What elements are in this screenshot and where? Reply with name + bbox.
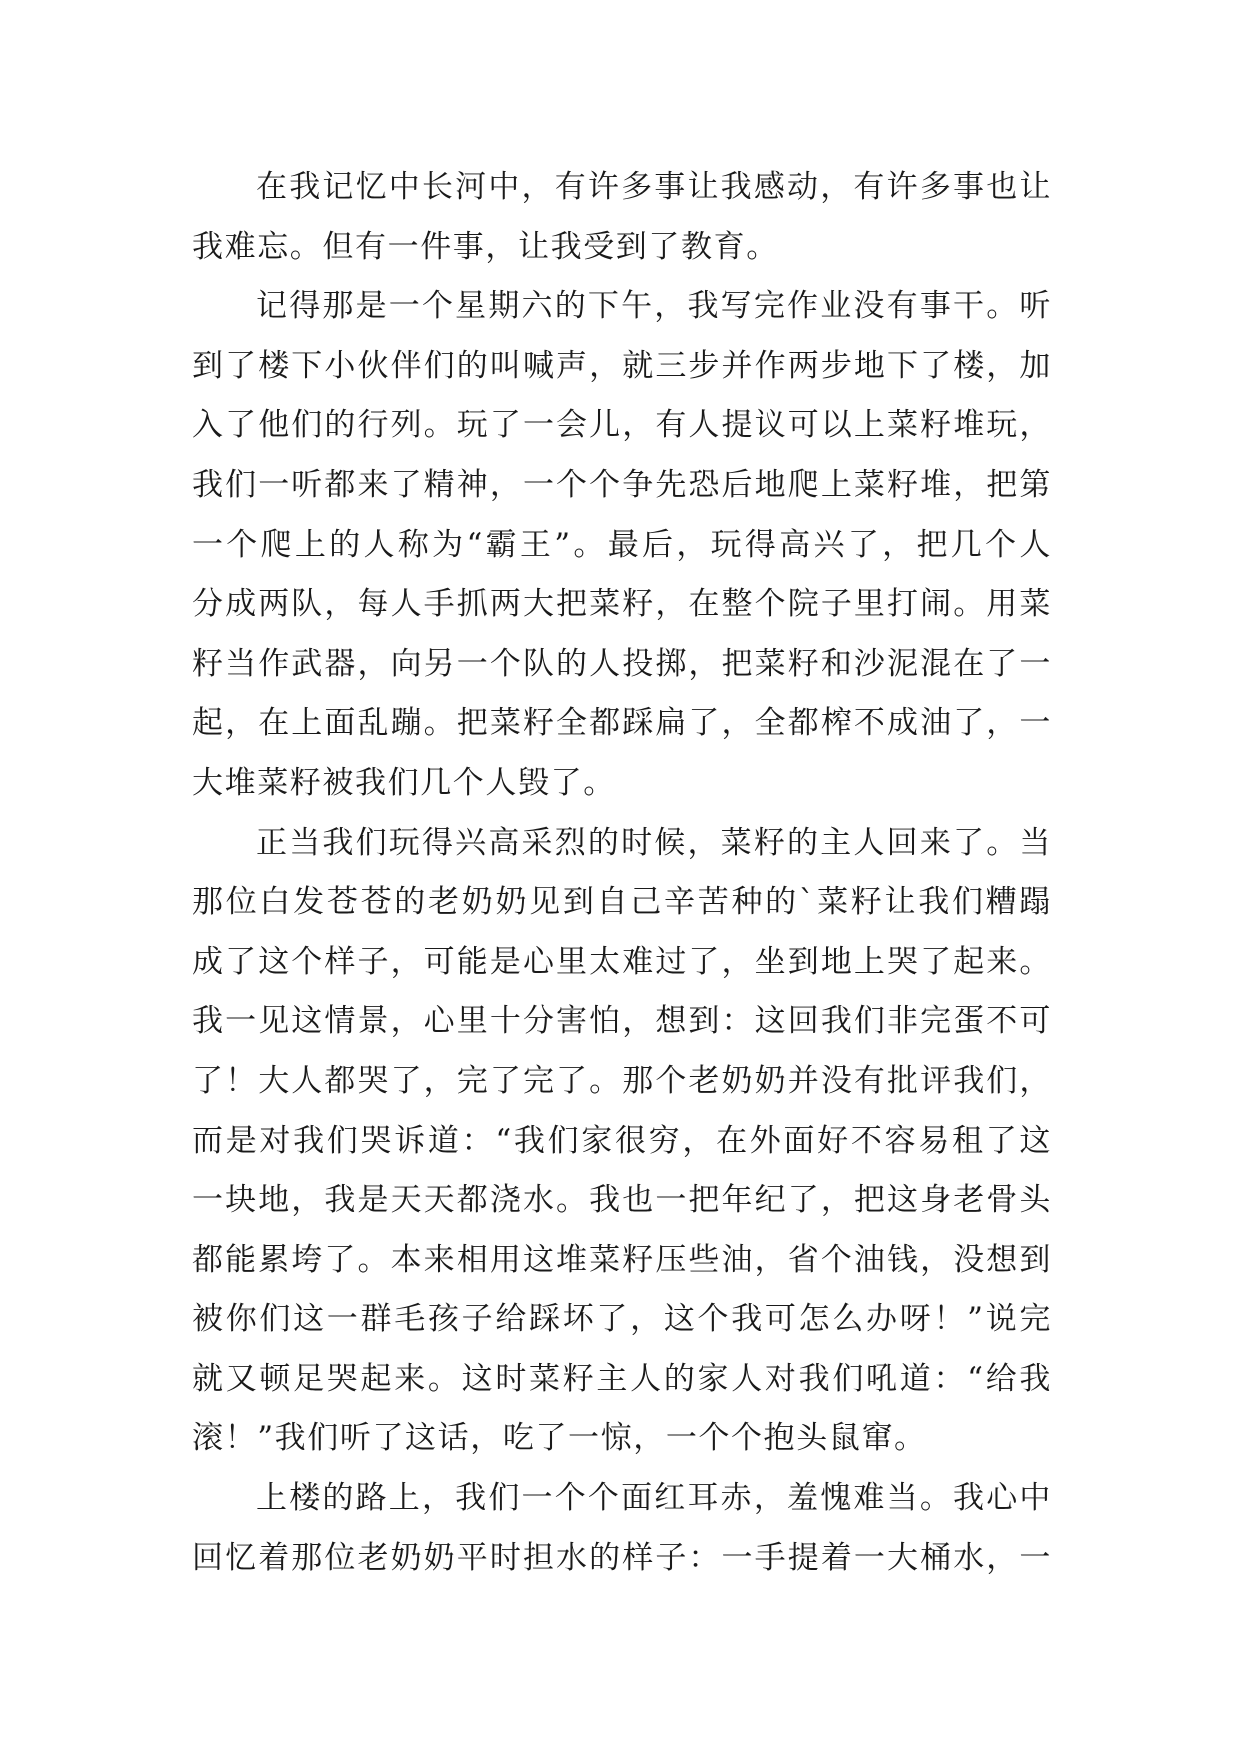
- text-line: 滚！”我们听了这话，吃了一惊，一个个抱头鼠窜。: [192, 1420, 927, 1457]
- text-line: 在我记忆中长河中，有许多事让我感动，有许多事也让: [256, 169, 1052, 205]
- text-line: 记得那是一个星期六的下午，我写完作业没有事干。听: [256, 288, 1052, 325]
- text-line: 我难忘。但有一件事，让我受到了教育。: [192, 228, 779, 265]
- text-line: 成了这个样子，可能是心里太难过了，坐到地上哭了起来。: [192, 943, 1052, 980]
- text-line: 到了楼下小伙伴们的叫喊声，就三步并作两步地下了楼，加: [192, 347, 1052, 384]
- text-line: 起，在上面乱蹦。把菜籽全都踩扁了，全都榨不成油了，一: [192, 705, 1052, 742]
- paragraph-4: [192, 1469, 1052, 1588]
- text-line: 就又顿足哭起来。这时菜籽主人的家人对我们吼道：“给我: [192, 1360, 1052, 1397]
- text-line: 大堆菜籽被我们几个人毁了。: [192, 764, 616, 801]
- text-line: 入了他们的行列。玩了一会儿，有人提议可以上菜籽堆玩，: [192, 407, 1052, 444]
- text-line: 分成两队，每人手抓两大把菜籽，在整个院子里打闹。用菜: [192, 586, 1052, 623]
- text-line: 我一见这情景，心里十分害怕，想到：这回我们非完蛋不可: [192, 1003, 1052, 1040]
- text-line: 籽当作武器，向另一个队的人投掷，把菜籽和沙泥混在了一: [192, 645, 1052, 682]
- text-line: 一个爬上的人称为“霸王”。最后，玩得高兴了，把几个人: [192, 526, 1052, 563]
- text-line: 我们一听都来了精神，一个个争先恐后地爬上菜籽堆，把第: [192, 466, 1052, 503]
- text-line: 上楼的路上，我们一个个面红耳赤，羞愧难当。我心中: [256, 1480, 1052, 1517]
- text-line: 了！大人都哭了，完了完了。那个老奶奶并没有批评我们，: [192, 1062, 1052, 1099]
- text-line: 一块地，我是天天都浇水。我也一把年纪了，把这身老骨头: [192, 1182, 1052, 1219]
- text-line: 回忆着那位老奶奶平时担水的样子：一手提着一大桶水，一: [192, 1539, 1052, 1576]
- text-line: 正当我们玩得兴高采烈的时候，菜籽的主人回来了。当: [256, 824, 1052, 861]
- article-body: [192, 158, 1052, 1588]
- text-line: 被你们这一群毛孩子给踩坏了，这个我可怎么办呀！”说完: [192, 1301, 1052, 1338]
- paragraph-1: [192, 158, 1052, 277]
- text-line: 而是对我们哭诉道：“我们家很穷，在外面好不容易租了这: [192, 1122, 1052, 1159]
- text-line: 都能累垮了。本来相用这堆菜籽压些油，省个油钱，没想到: [192, 1241, 1052, 1278]
- text-line: 那位白发苍苍的老奶奶见到自己辛苦种的`菜籽让我们糟蹋: [192, 884, 1052, 921]
- paragraph-3: [192, 814, 1052, 1470]
- paragraph-2: [192, 277, 1052, 813]
